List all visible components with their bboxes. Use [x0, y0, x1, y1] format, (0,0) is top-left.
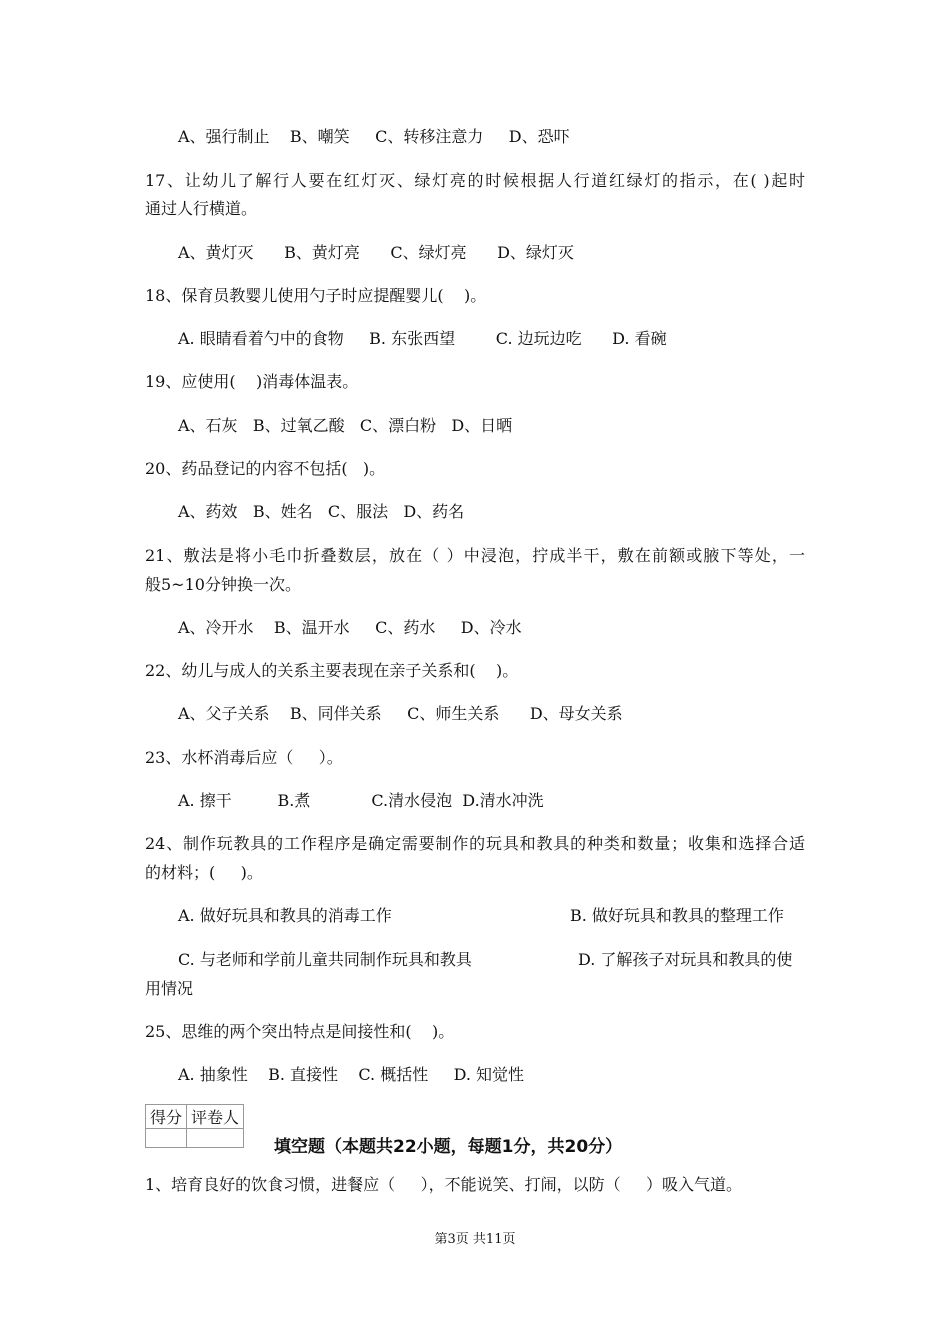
q19-stem: 19、应使用( )消毒体温表。	[145, 372, 359, 391]
q22-options: A、父子关系 B、同伴关系 C、师生关系 D、母女关系	[178, 704, 623, 723]
q17-options: A、黄灯灭 B、黄灯亮 C、绿灯亮 D、绿灯灭	[178, 243, 574, 262]
q23-stem: 23、水杯消毒后应（ ）。	[145, 748, 343, 767]
q20-options: A、药效 B、姓名 C、服法 D、药名	[178, 502, 465, 521]
section-title: 填空题（本题共22小题，每题1分，共20分）	[274, 1137, 623, 1157]
grader-label: 评卷人	[187, 1105, 244, 1129]
q20-stem: 20、药品登记的内容不包括( )。	[145, 459, 386, 478]
q24-stem: 24、制作玩教具的工作程序是确定需要制作的玩具和教具的种类和数量；收集和选择合适	[145, 834, 805, 853]
grader-cell	[187, 1129, 244, 1148]
q18-options: A. 眼睛看着勺中的食物 B. 东张西望 C. 边玩边吃 D. 看碗	[178, 329, 667, 348]
q24-option-d-cont: 用情况	[145, 979, 194, 998]
fill-q1: 1、培育良好的饮食习惯，进餐应（ ），不能说笑、打闹，以防（ ）吸入气道。	[145, 1175, 743, 1194]
page-footer: 第3页 共11页	[434, 1232, 516, 1247]
q17-stem: 17、让幼儿了解行人要在红灯灭、绿灯亮的时候根据人行道红绿灯的指示，在( )起时	[145, 171, 805, 190]
q21-stem-cont: 般5~10分钟换一次。	[145, 575, 301, 594]
score-cell	[146, 1129, 187, 1148]
q23-options: A. 擦干 B.煮 C.清水侵泡 D.清水冲洗	[178, 791, 544, 810]
q24-option-d: D. 了解孩子对玩具和教具的使	[578, 950, 793, 969]
q22-stem: 22、幼儿与成人的关系主要表现在亲子关系和( )。	[145, 661, 519, 680]
q21-options: A、冷开水 B、温开水 C、药水 D、冷水	[178, 618, 522, 637]
q16-options: A、强行制止 B、嘲笑 C、转移注意力 D、恐吓	[178, 127, 570, 146]
q21-stem: 21、敷法是将小毛巾折叠数层，放在（ ）中浸泡，拧成半干，敷在前额或腋下等处，一	[145, 546, 805, 565]
q25-stem: 25、思维的两个突出特点是间接性和( )。	[145, 1022, 455, 1041]
q25-options: A. 抽象性 B. 直接性 C. 概括性 D. 知觉性	[178, 1065, 525, 1084]
q19-options: A、石灰 B、过氧乙酸 C、漂白粉 D、日晒	[178, 416, 513, 435]
q24-option-b: B. 做好玩具和教具的整理工作	[570, 906, 784, 925]
q24-stem-cont: 的材料；( )。	[145, 863, 263, 882]
score-label: 得分	[146, 1105, 187, 1129]
score-table	[145, 1104, 244, 1148]
q17-stem-cont: 通过人行横道。	[145, 199, 258, 218]
q24-option-a: A. 做好玩具和教具的消毒工作	[178, 906, 392, 925]
q24-option-c: C. 与老师和学前儿童共同制作玩具和教具	[178, 950, 472, 969]
q18-stem: 18、保育员教婴儿使用勺子时应提醒婴儿( )。	[145, 286, 487, 305]
